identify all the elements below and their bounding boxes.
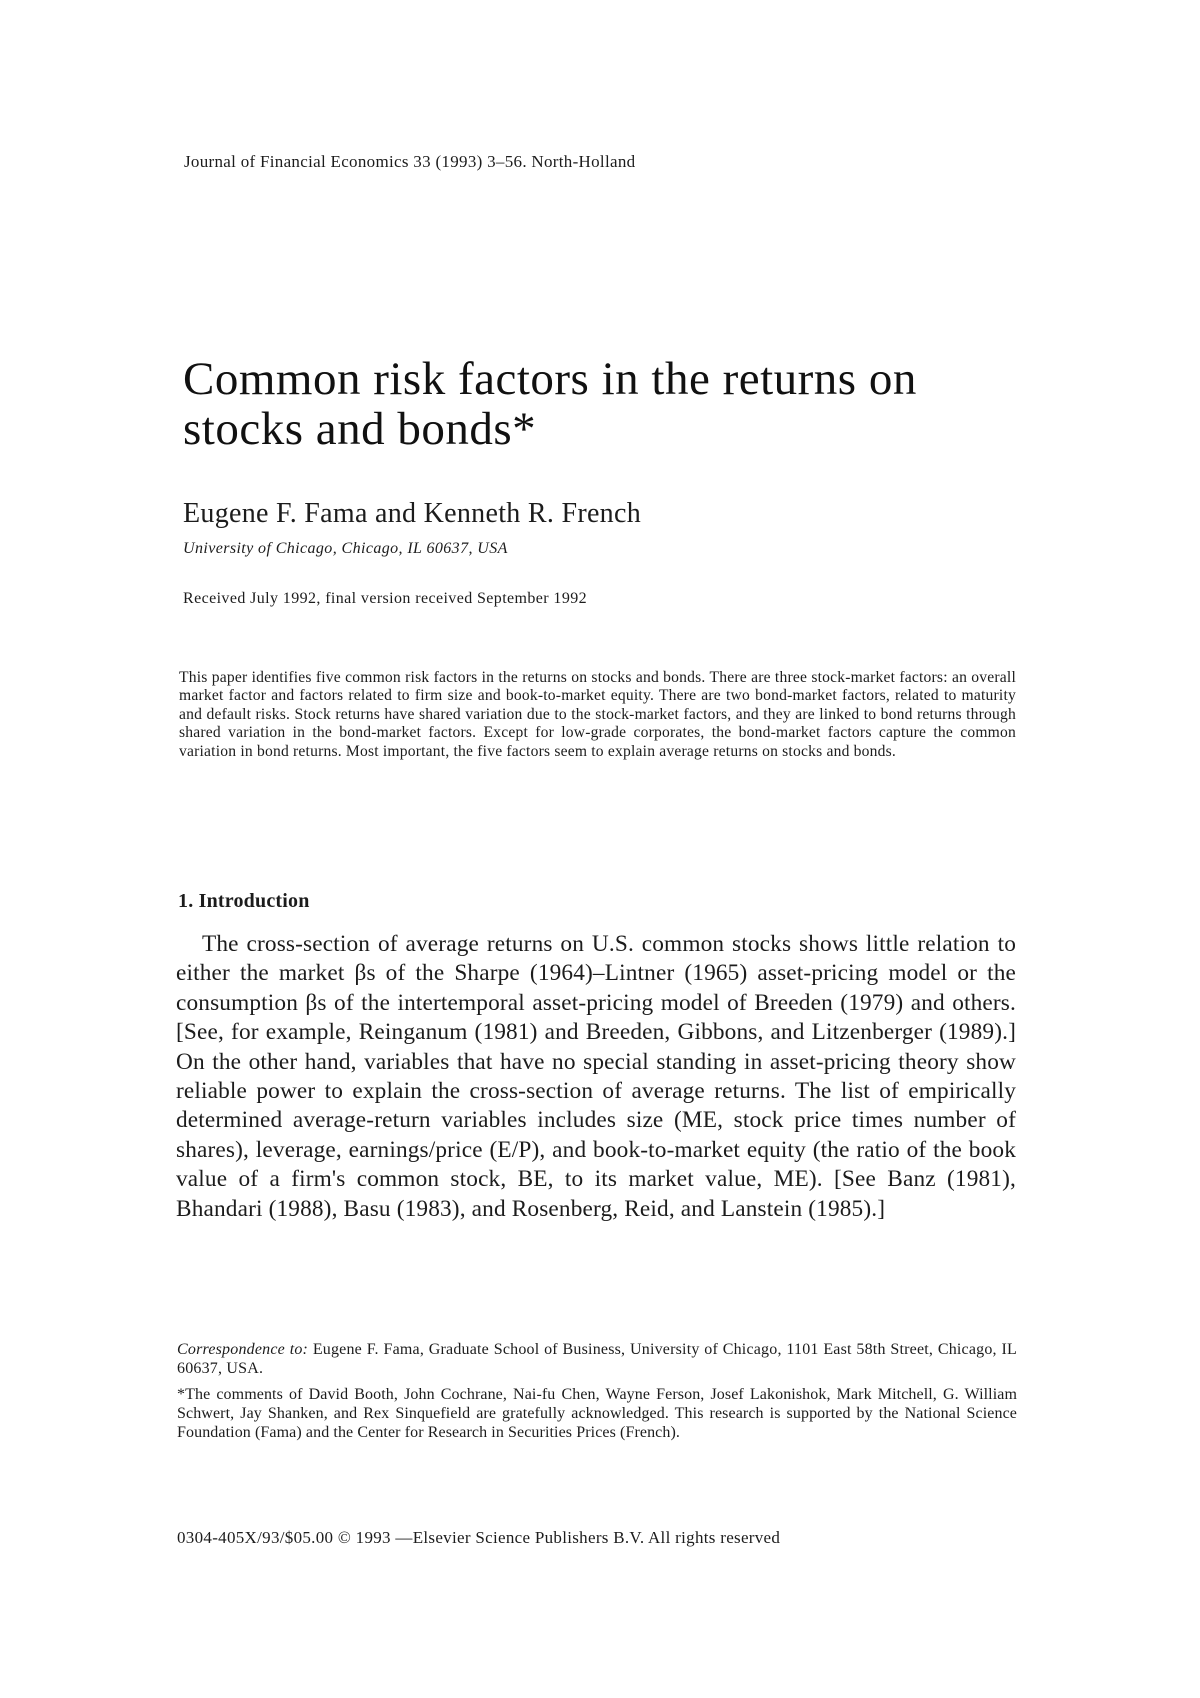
abstract-text: This paper identifies five common risk factors in the returns on stocks and bonds. There are three stock-market factors: an overall market factor and factors related to firm size and book-to-market equity. There are two bond-market factors, related to maturity and default risks. Stock returns have shared variation due to the stock-market factors, and they are linked to bond returns through shared variation in the bond-market factors. Except for low-grade corporates, the bond-market factors capture the common variation in bond returns. Most important, the five factors seem to explain average returns on stocks and bonds.	[179, 669, 1016, 760]
article-authors: Eugene F. Fama and Kenneth R. French	[183, 498, 642, 529]
received-dates: Received July 1992, final version received September 1992	[183, 590, 588, 607]
copyright-line: 0304-405X/93/$05.00 © 1993 —Elsevier Science Publishers B.V. All rights reserved	[177, 1528, 781, 1547]
journal-header: Journal of Financial Economics 33 (1993) 3–56. North-Holland	[184, 152, 636, 171]
correspondence-text: Eugene F. Fama, Graduate School of Business, University of Chicago, 1101 East 58th Street, Chicago, IL 60637, USA.	[177, 1341, 1017, 1377]
introduction-text: The cross-section of average returns on U.S. common stocks shows little relation to either the market βs of the Sharpe (1964)–Lintner (1965) asset-pricing model or the consumption βs of the intertemporal asset-pricing model of Breeden (1979) and others. [See, for example, Reinganum (1981) and Breeden, Gibbons, and Litzenberger (1989).] On the other hand, variables that have no special standing in asset-pricing theory show reliable power to explain the cross-section of average returns. The list of empirically determined average-return variables includes size (ME, stock price times number of shares), leverage, earnings/price (E/P), and book-to-market equity (the ratio of the book value of a firm's common stock, BE, to its market value, ME). [See Banz (1981), Bhandari (1988), Basu (1983), and Rosenberg, Reid, and Lanstein (1985).]	[176, 931, 1016, 1222]
introduction-paragraph	[176, 930, 1016, 1224]
correspondence-footnote	[177, 1340, 1017, 1378]
correspondence-label: Correspondence to:	[177, 1341, 309, 1358]
article-title: Common risk factors in the returns on stocks and bonds*	[183, 353, 917, 455]
author-affiliation: University of Chicago, Chicago, IL 60637, USA	[183, 540, 508, 557]
section-heading: 1. Introduction	[178, 890, 310, 912]
acknowledgment-footnote: *The comments of David Booth, John Cochrane, Nai-fu Chen, Wayne Ferson, Josef Lakonishok, Mark Mitchell, G. William Schwert, Jay Shanken, and Rex Sinquefield are gratefully acknowledged. This research is supported by the National Science Foundation (Fama) and the Center for Research in Securities Prices (French).	[177, 1386, 1017, 1441]
